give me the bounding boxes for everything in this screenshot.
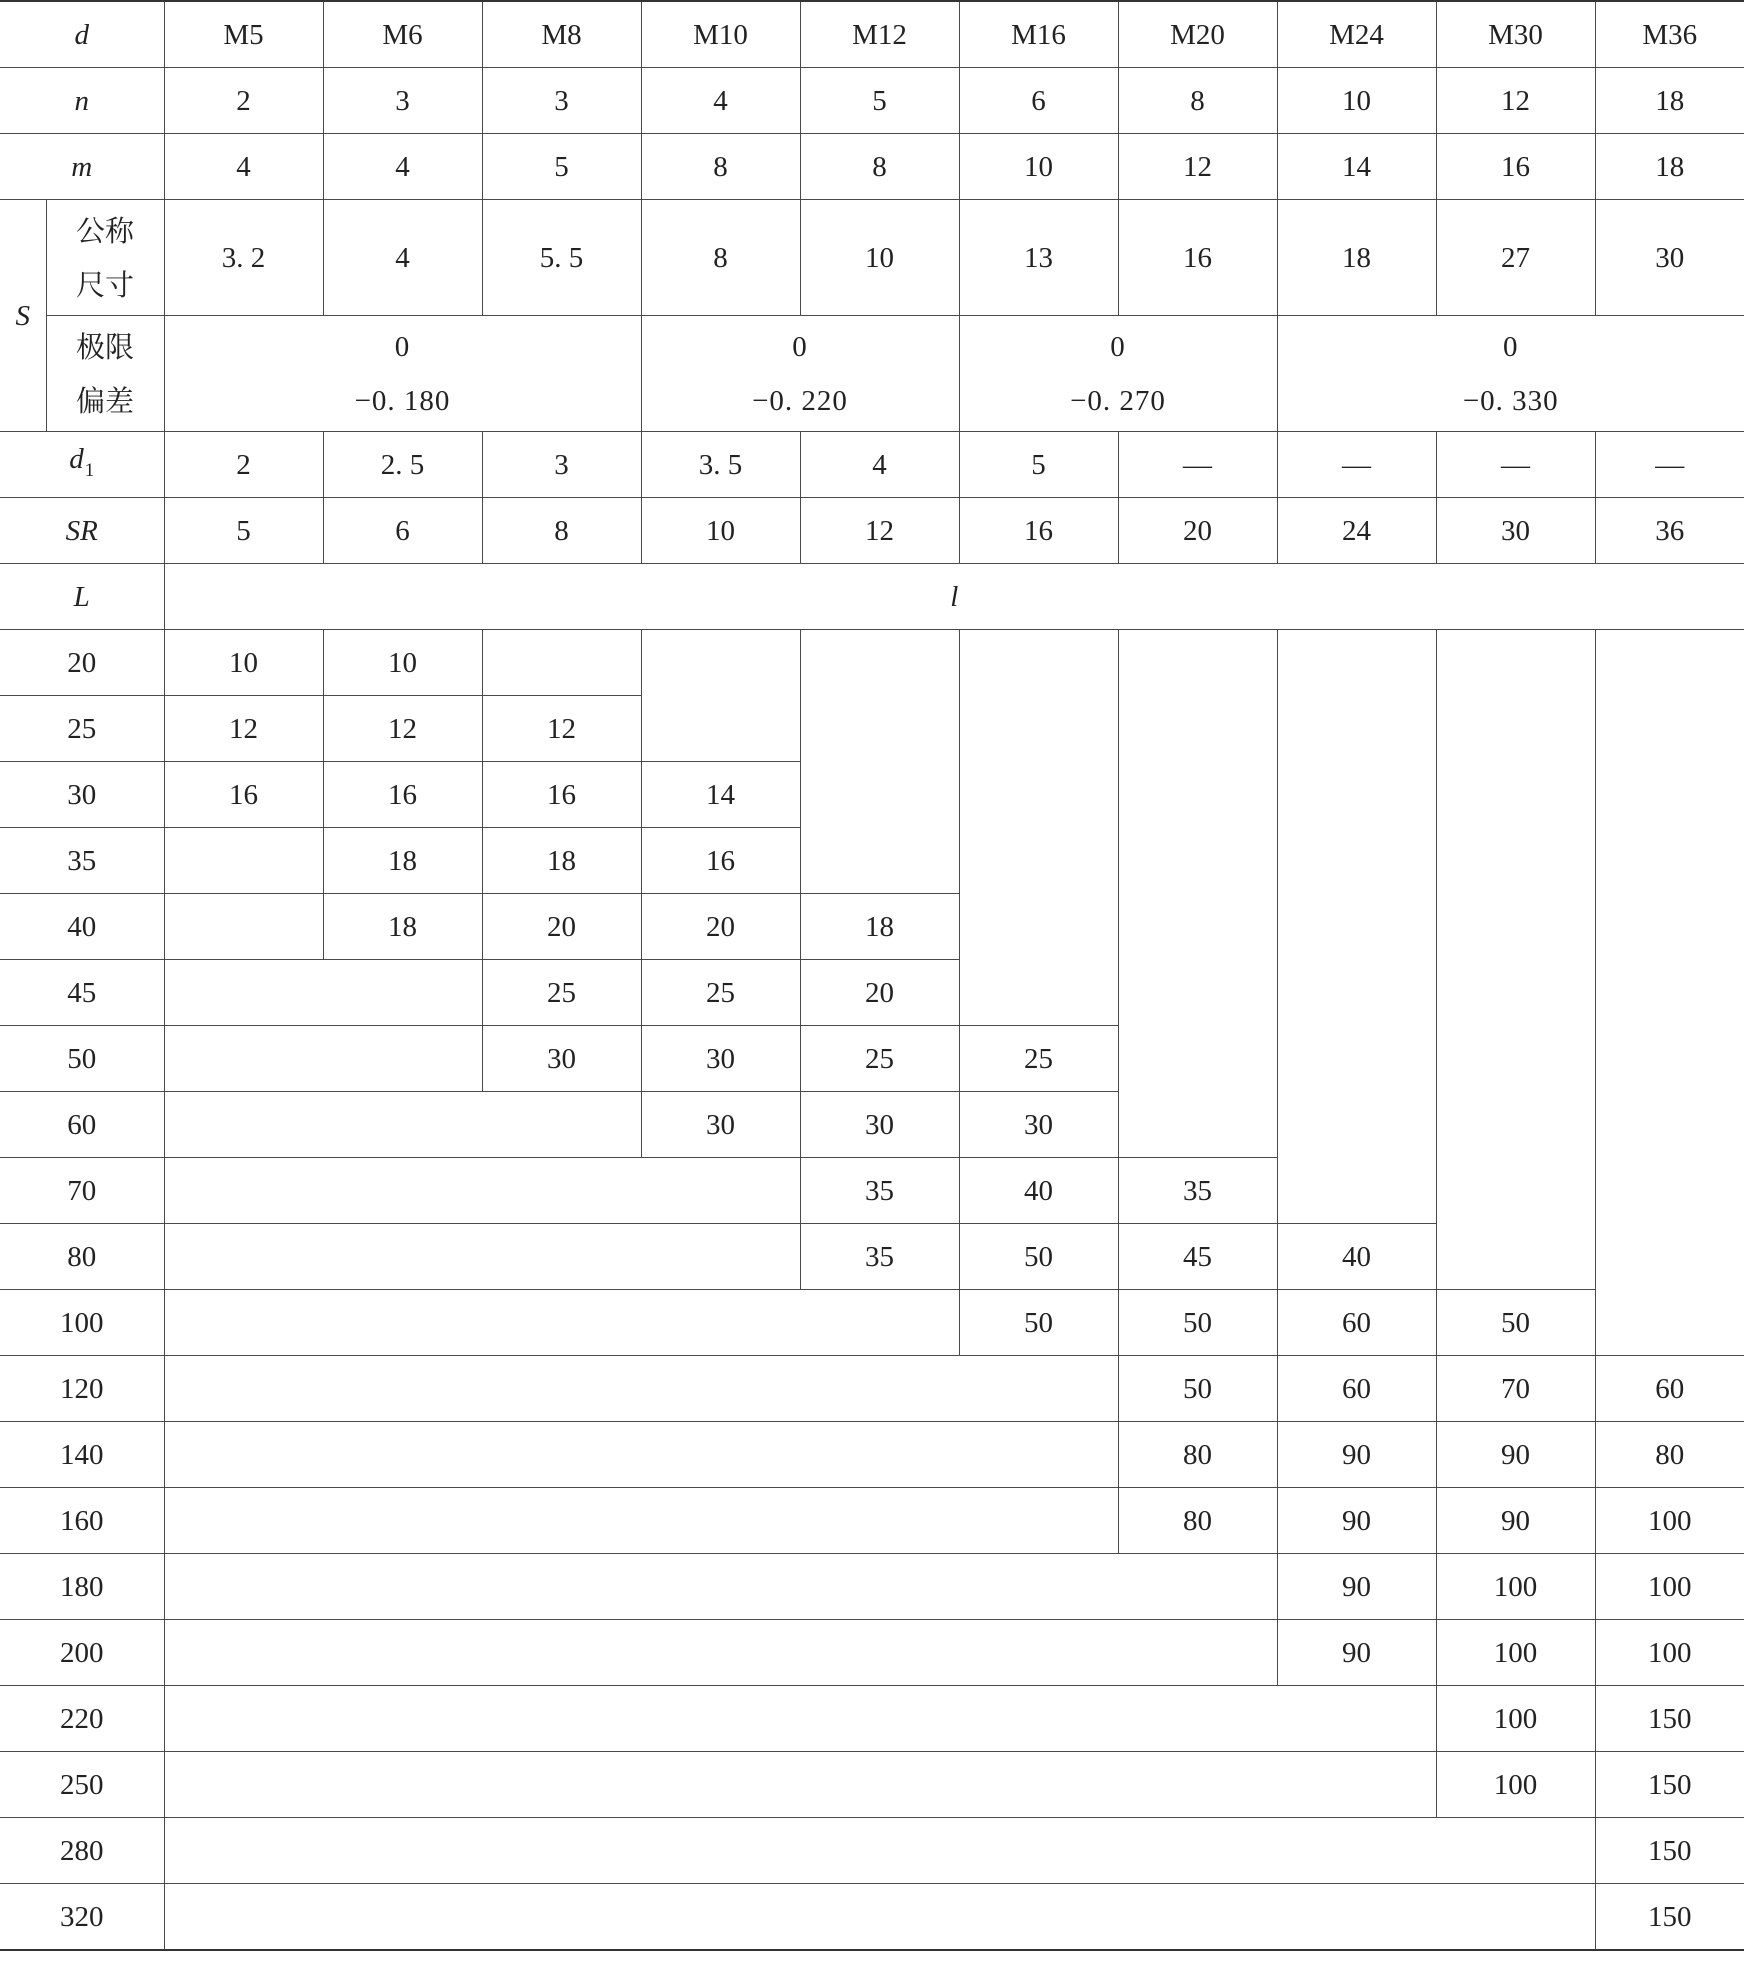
tolerance-upper: 0: [1110, 330, 1126, 363]
s-nominal-value: 16: [1118, 200, 1277, 316]
s-tolerance-label-line1: 极限: [75, 329, 134, 364]
sr-value: 10: [641, 498, 800, 564]
L-value: 280: [0, 1818, 164, 1884]
empty-cell: [164, 1158, 800, 1224]
s-nominal-value: 18: [1277, 200, 1436, 316]
l-value: 16: [482, 762, 641, 828]
m-value: 16: [1436, 134, 1595, 200]
s-nominal-value: 13: [959, 200, 1118, 316]
l-value: 12: [482, 696, 641, 762]
m-value: 10: [959, 134, 1118, 200]
table-row: [0, 1290, 1744, 1356]
n-value: 8: [1118, 68, 1277, 134]
s-tolerance-label-line2: 偏差: [75, 383, 134, 418]
l-value: 100: [1595, 1620, 1744, 1686]
l-value: 18: [323, 894, 482, 960]
L-value: 45: [0, 960, 164, 1026]
m-value: 18: [1595, 134, 1744, 200]
s-nominal-value: 27: [1436, 200, 1595, 316]
l-value: 35: [1118, 1158, 1277, 1224]
m-value: 8: [641, 134, 800, 200]
d1-label-subscript: 1: [84, 459, 95, 481]
m-label: m: [0, 134, 164, 200]
L-value: 25: [0, 696, 164, 762]
tolerance-upper: 0: [1503, 330, 1519, 363]
s-nominal-value: 4: [323, 200, 482, 316]
s-nominal-value: 8: [641, 200, 800, 316]
sr-value: 36: [1595, 498, 1744, 564]
s-nominal-value: 3. 2: [164, 200, 323, 316]
L-value: 100: [0, 1290, 164, 1356]
L-value: 30: [0, 762, 164, 828]
empty-cell: [800, 630, 959, 894]
table-row: [0, 1554, 1744, 1620]
size-m12: M12: [800, 1, 959, 68]
table-row: [0, 1686, 1744, 1752]
l-value: 20: [641, 894, 800, 960]
empty-cell: [959, 630, 1118, 1026]
l-value: 60: [1595, 1356, 1744, 1422]
L-value: 80: [0, 1224, 164, 1290]
l-value: 100: [1595, 1488, 1744, 1554]
sr-value: 8: [482, 498, 641, 564]
L-value: 40: [0, 894, 164, 960]
length-header-row: [0, 564, 1744, 630]
sr-value: 6: [323, 498, 482, 564]
l-value: 20: [482, 894, 641, 960]
l-value: 90: [1277, 1554, 1436, 1620]
l-value: 50: [959, 1224, 1118, 1290]
s-tolerance-row: [0, 316, 1744, 432]
size-m8: M8: [482, 1, 641, 68]
empty-cell: [164, 1620, 1277, 1686]
table-row: [0, 1422, 1744, 1488]
sr-value: 5: [164, 498, 323, 564]
size-m36: M36: [1595, 1, 1744, 68]
d1-value: —: [1436, 432, 1595, 498]
l-value: 35: [800, 1224, 959, 1290]
l-value: 35: [800, 1158, 959, 1224]
L-value: 250: [0, 1752, 164, 1818]
l-value: 40: [1277, 1224, 1436, 1290]
table-row: [0, 1752, 1744, 1818]
size-m5: M5: [164, 1, 323, 68]
empty-cell: [1436, 630, 1595, 1290]
n-value: 3: [323, 68, 482, 134]
empty-cell: [164, 828, 323, 894]
L-value: 120: [0, 1356, 164, 1422]
s-nominal-value: 10: [800, 200, 959, 316]
l-value: 50: [959, 1290, 1118, 1356]
s-label: S: [0, 200, 46, 432]
l-value: 25: [482, 960, 641, 1026]
L-label: L: [0, 564, 164, 630]
l-value: 10: [323, 630, 482, 696]
d1-label: [0, 432, 164, 498]
l-value: 30: [641, 1026, 800, 1092]
L-value: 220: [0, 1686, 164, 1752]
m-value: 5: [482, 134, 641, 200]
sr-row: [0, 498, 1744, 564]
empty-cell: [482, 630, 641, 696]
empty-cell: [641, 630, 800, 762]
l-value: 12: [164, 696, 323, 762]
size-m10: M10: [641, 1, 800, 68]
l-value: 100: [1436, 1554, 1595, 1620]
empty-cell: [164, 1026, 482, 1092]
l-value: 25: [641, 960, 800, 1026]
l-value: 16: [641, 828, 800, 894]
d1-label-main: d: [69, 442, 84, 475]
d1-value: —: [1277, 432, 1436, 498]
sr-value: 30: [1436, 498, 1595, 564]
l-value: 60: [1277, 1290, 1436, 1356]
d1-value: 5: [959, 432, 1118, 498]
table-row: [0, 1818, 1744, 1884]
l-value: 90: [1277, 1620, 1436, 1686]
tolerance-upper: 0: [792, 330, 808, 363]
l-value: 80: [1118, 1422, 1277, 1488]
n-value: 4: [641, 68, 800, 134]
d1-value: 3: [482, 432, 641, 498]
empty-cell: [1595, 630, 1744, 1356]
l-value: 150: [1595, 1818, 1744, 1884]
empty-cell: [164, 1752, 1436, 1818]
tolerance-upper: 0: [394, 330, 411, 363]
l-value: 70: [1436, 1356, 1595, 1422]
n-row: [0, 68, 1744, 134]
l-value: 45: [1118, 1224, 1277, 1290]
empty-cell: [1277, 630, 1436, 1224]
empty-cell: [164, 1290, 959, 1356]
L-value: 20: [0, 630, 164, 696]
s-tolerance-group-2: [641, 316, 959, 432]
n-value: 18: [1595, 68, 1744, 134]
m-value: 12: [1118, 134, 1277, 200]
n-value: 12: [1436, 68, 1595, 134]
l-value: 100: [1436, 1620, 1595, 1686]
d1-value: 3. 5: [641, 432, 800, 498]
l-value: 80: [1595, 1422, 1744, 1488]
L-value: 320: [0, 1884, 164, 1951]
L-value: 70: [0, 1158, 164, 1224]
l-value: 150: [1595, 1884, 1744, 1951]
l-value: 90: [1277, 1488, 1436, 1554]
n-value: 3: [482, 68, 641, 134]
s-tolerance-group-1: [164, 316, 641, 432]
s-nominal-value: 5. 5: [482, 200, 641, 316]
sr-label: SR: [0, 498, 164, 564]
empty-cell: [164, 1092, 641, 1158]
empty-cell: [164, 1356, 1118, 1422]
l-value: 30: [800, 1092, 959, 1158]
s-nominal-label: [46, 200, 164, 316]
s-nominal-label-line2: 尺寸: [75, 267, 134, 302]
l-value: 100: [1436, 1752, 1595, 1818]
size-header-row: [0, 1, 1744, 68]
empty-cell: [164, 894, 323, 960]
L-value: 200: [0, 1620, 164, 1686]
size-m30: M30: [1436, 1, 1595, 68]
l-value: 90: [1436, 1422, 1595, 1488]
table-row: [0, 630, 1744, 696]
n-value: 2: [164, 68, 323, 134]
l-value: 30: [641, 1092, 800, 1158]
s-nominal-value: 30: [1595, 200, 1744, 316]
size-m16: M16: [959, 1, 1118, 68]
d1-value: 2. 5: [323, 432, 482, 498]
d1-value: 4: [800, 432, 959, 498]
s-nominal-row: [0, 200, 1744, 316]
tolerance-lower: −0. 220: [752, 384, 848, 417]
l-value: 20: [800, 960, 959, 1026]
m-value: 8: [800, 134, 959, 200]
l-value: 150: [1595, 1686, 1744, 1752]
m-value: 14: [1277, 134, 1436, 200]
table-row: [0, 1884, 1744, 1951]
l-value: 150: [1595, 1752, 1744, 1818]
l-value: 50: [1118, 1290, 1277, 1356]
empty-cell: [164, 1818, 1595, 1884]
tolerance-lower: −0. 270: [1070, 384, 1166, 417]
n-value: 5: [800, 68, 959, 134]
sr-value: 24: [1277, 498, 1436, 564]
L-value: 60: [0, 1092, 164, 1158]
s-tolerance-group-4: [1277, 316, 1744, 432]
l-value: 12: [323, 696, 482, 762]
empty-cell: [164, 1224, 800, 1290]
l-value: 90: [1436, 1488, 1595, 1554]
tolerance-lower: −0. 330: [1462, 384, 1559, 417]
l-value: 60: [1277, 1356, 1436, 1422]
m-value: 4: [164, 134, 323, 200]
l-value: 16: [323, 762, 482, 828]
table-row: [0, 1620, 1744, 1686]
s-tolerance-label: [46, 316, 164, 432]
sr-value: 12: [800, 498, 959, 564]
s-tolerance-group-3: [959, 316, 1277, 432]
L-value: 160: [0, 1488, 164, 1554]
empty-cell: [164, 960, 482, 1026]
d-label: d: [0, 1, 164, 68]
empty-cell: [164, 1554, 1277, 1620]
l-value: 40: [959, 1158, 1118, 1224]
m-value: 4: [323, 134, 482, 200]
n-value: 6: [959, 68, 1118, 134]
empty-cell: [164, 1488, 1118, 1554]
table-row: [0, 1356, 1744, 1422]
l-value: 25: [959, 1026, 1118, 1092]
l-value: 30: [959, 1092, 1118, 1158]
size-m24: M24: [1277, 1, 1436, 68]
l-value: 100: [1436, 1686, 1595, 1752]
l-value: 16: [164, 762, 323, 828]
d1-value: —: [1118, 432, 1277, 498]
L-value: 180: [0, 1554, 164, 1620]
l-value: 50: [1118, 1356, 1277, 1422]
sr-value: 20: [1118, 498, 1277, 564]
l-value: 10: [164, 630, 323, 696]
d1-row: [0, 432, 1744, 498]
l-value: 25: [800, 1026, 959, 1092]
l-value: 80: [1118, 1488, 1277, 1554]
s-nominal-label-line1: 公称: [75, 213, 134, 248]
L-value: 50: [0, 1026, 164, 1092]
size-m6: M6: [323, 1, 482, 68]
l-value: 90: [1277, 1422, 1436, 1488]
l-value: 30: [482, 1026, 641, 1092]
n-label: n: [0, 68, 164, 134]
d1-value: 2: [164, 432, 323, 498]
tolerance-lower: −0. 180: [354, 384, 451, 417]
table-row: [0, 1488, 1744, 1554]
l-value: 18: [323, 828, 482, 894]
l-value: 14: [641, 762, 800, 828]
l-value: 50: [1436, 1290, 1595, 1356]
empty-cell: [164, 1422, 1118, 1488]
empty-cell: [164, 1884, 1595, 1951]
l-label: l: [164, 564, 1744, 630]
sr-value: 16: [959, 498, 1118, 564]
empty-cell: [164, 1686, 1436, 1752]
size-m20: M20: [1118, 1, 1277, 68]
L-value: 140: [0, 1422, 164, 1488]
d1-value: —: [1595, 432, 1744, 498]
l-value: 18: [800, 894, 959, 960]
L-value: 35: [0, 828, 164, 894]
l-value: 100: [1595, 1554, 1744, 1620]
m-row: [0, 134, 1744, 200]
n-value: 10: [1277, 68, 1436, 134]
empty-cell: [1118, 630, 1277, 1158]
l-value: 18: [482, 828, 641, 894]
